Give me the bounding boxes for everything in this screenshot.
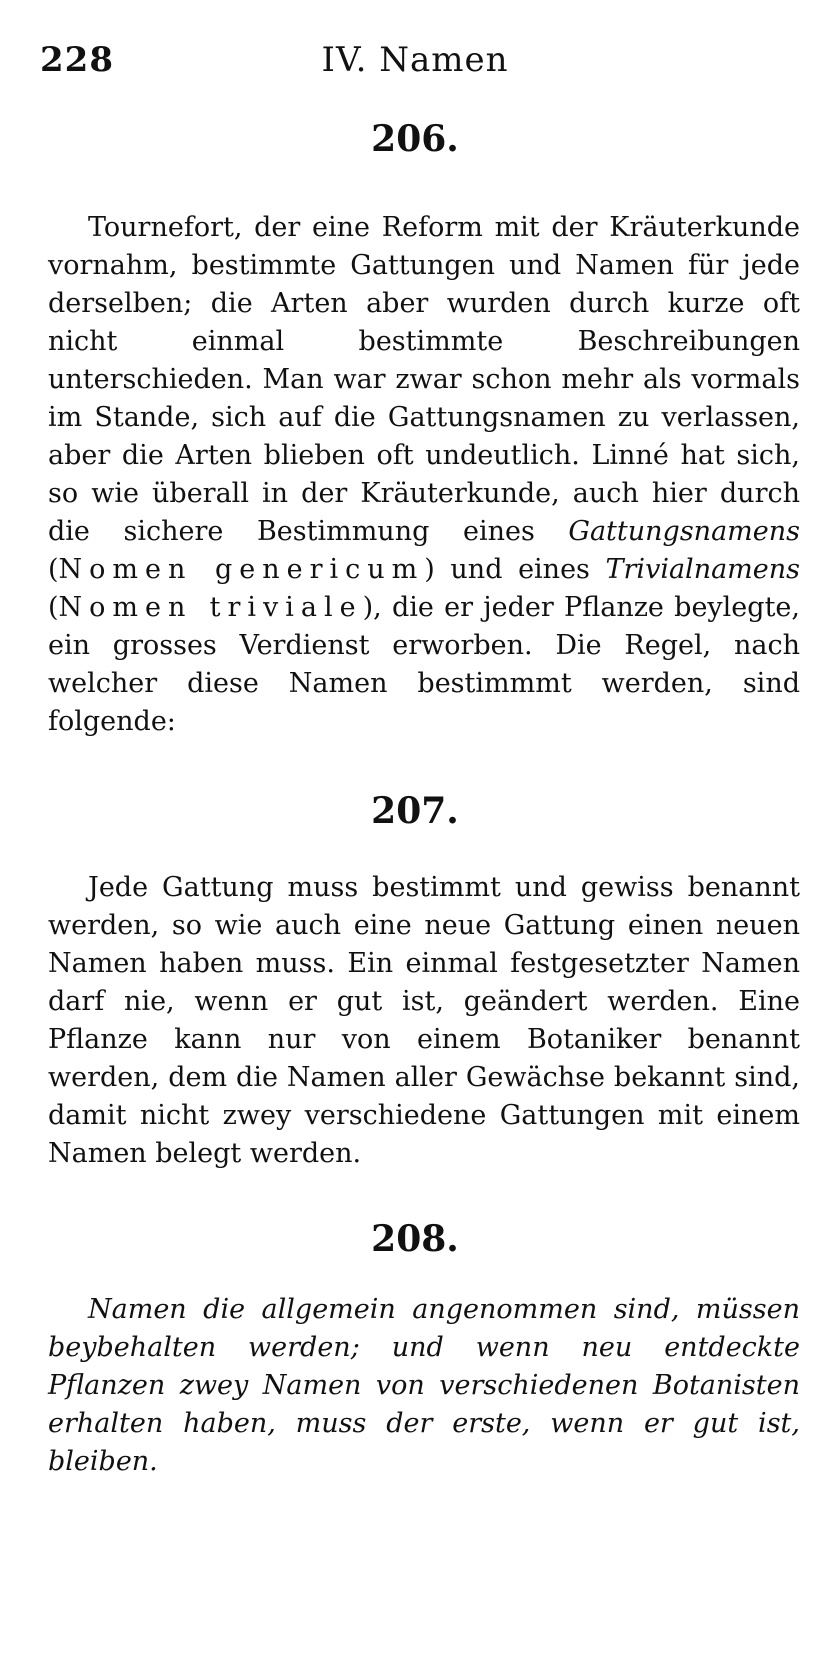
section-number-207: 207.: [371, 790, 459, 832]
section-207-paragraph: [48, 869, 800, 1173]
term-gattungsnamens: Gattungsnamens: [568, 516, 800, 547]
section-number-206: 206.: [371, 118, 459, 160]
term-nomen-triviale: Nomen triviale: [58, 592, 363, 623]
paragraph-text: ) und eines: [424, 554, 606, 585]
section-number-208: 208.: [371, 1218, 459, 1260]
page-number: 228: [40, 40, 114, 80]
paragraph-text: Namen die allgemein angenommen sind, müssen beybehalten werden; und wenn neu entdeckte Pflanzen zwey Namen von verschiedenen Botanisten erhalten haben, muss der erste, wenn er gut ist, bleiben.: [48, 1294, 800, 1477]
paragraph-text: Tournefort, der eine Reform mit der Kräuterkunde vornahm, bestimmte Gattungen und Namen für jede derselben; die Arten aber wurden durch kurze oft nicht einmal bestimmte Beschreibungen unterschieden. Man war zwar schon mehr als vormals im Stande, sich auf die Gattungsnamen zu verlassen, aber die Arten blieben oft undeutlich. Linné hat sich, so wie überall in der Kräuterkunde, auch hier durch die sichere Bestimmung eines: [48, 212, 800, 547]
running-head: [40, 40, 790, 90]
term-nomen-genericum: Nomen genericum: [58, 554, 425, 585]
section-206-paragraph: [48, 209, 800, 741]
paragraph-text: (: [48, 592, 59, 623]
paragraph-text: ), die er jeder Pflanze beylegte, ein grosses Verdienst erworben. Die Regel, nach welcher diese Namen bestimmmt werden, sind folgende:: [48, 592, 800, 737]
paragraph-text: (: [48, 554, 59, 585]
term-trivialnamens: Trivialnamens: [605, 554, 800, 585]
section-208-paragraph: [48, 1291, 800, 1481]
chapter-title: IV. Namen: [321, 40, 509, 80]
paragraph-text: Jede Gattung muss bestimmt und gewiss benannt werden, so wie auch eine neue Gattung einen neuen Namen haben muss. Ein einmal festgesetzter Namen darf nie, wenn er gut ist, geändert werden. Eine Pflanze kann nur von einem Botaniker benannt werden, dem die Namen aller Gewächse bekannt sind, damit nicht zwey verschiedene Gattungen mit einem Namen belegt werden.: [48, 872, 800, 1169]
